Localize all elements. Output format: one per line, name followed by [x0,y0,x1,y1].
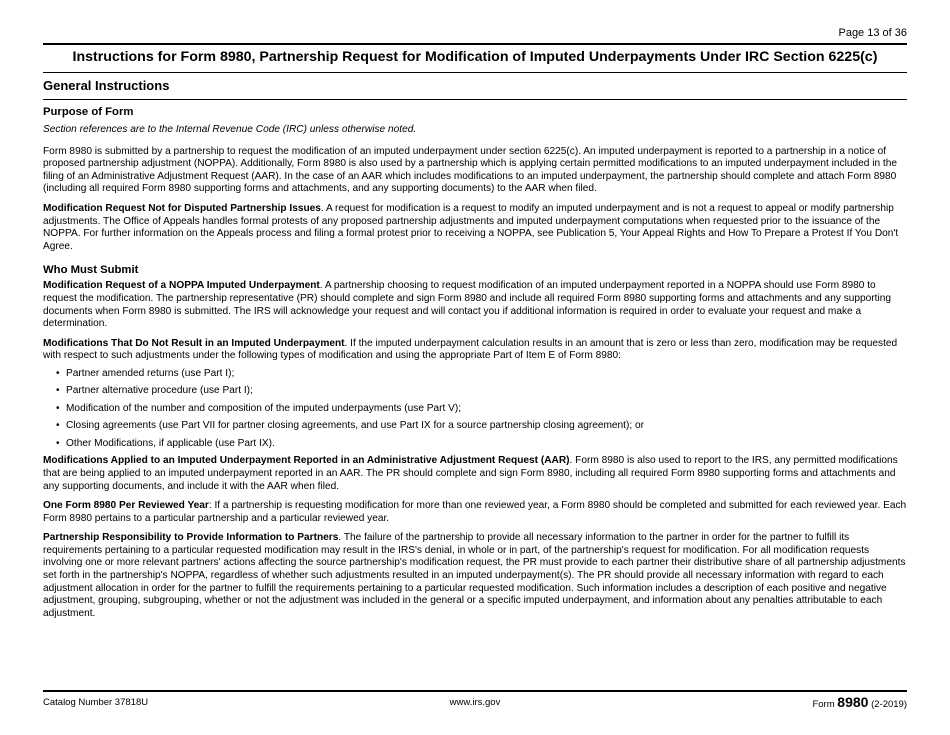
website-link[interactable]: www.irs.gov [449,697,501,708]
list-item: • Partner amended returns (use Part I); [56,368,909,381]
aar-paragraph [43,455,909,493]
form-revision: (2-2019) [871,699,907,710]
purpose-paragraph: Form 8980 is submitted by a partnership to request the modification of an imputed underpayment under section 6225(c). An imputed underpayment is reported to a partnership in a notice of proposed partnership adjustment (NOPPA). Additionally, Form 8980 is also used by a partnership which is applying certain permitted modifications to an imputed underpayment included in the filing of an Administrative Adjustment Request (AAR). In the case of an AAR which includes modifications to an imputed underpayment, the partnership should complete and attach Form 8980 (including all required Form 8980 supporting forms and attachments, and any supporting documents) to the AAR when filed. [43,145,897,195]
page-footer [43,696,907,712]
no-underpayment-paragraph [43,338,909,363]
list-item: • Modification of the number and composition of the imputed underpayments (use Part V); [56,403,909,416]
document-title: Instructions for Form 8980, Partnership Request for Modification of Imputed Underpayments Under IRC Section 6225(c) [72,49,878,65]
noppa-request-paragraph [43,280,909,330]
catalog-number: Catalog Number 37818U [43,697,149,708]
paragraph-lead: Partnership Responsibility to Provide Information to Partners [43,532,339,544]
section-reference-note: Section references are to the Internal Revenue Code (IRC) unless otherwise noted. [43,124,417,135]
who-must-submit-heading: Who Must Submit [43,264,139,277]
paragraph-body: . If the imputed underpayment calculation results in an amount that is zero or less than zero, modification may be requested with respect to such adjustments under the following types of modification and using the appropriate Part of Item E of Form 8980: [43,337,898,362]
paragraph-body: . The failure of the partnership to provide all necessary information to the partner in order for the partner to fulfill its requirements pertaining to a particular requested modification may result in the IRS's denial, in whole or in part, of the partnership's request for modification. For all modification requests involving one or more relevant partners' actions affecting the source partnership's modification request, the PR must provide to each partner their distributive share of all partnership adjustments set forth in the partnership's NOPPA, regardless of whether such adjustments resulted in an imputed underpayment(s). The PR should provide all necessary information with regard to each adjustment allocation in order for the partner to fulfill the requirements pertaining to a particular requested modification. Such information includes a description of each positive and negative adjustment, grouping, subgrouping, whether or not the adjustment was included in the general or a specific imputed underpayment, and information about any penalties attributable to each adjustment. [43,532,906,619]
purpose-heading: Purpose of Form [43,106,134,118]
partner-info-paragraph [43,532,909,620]
disputed-issues-paragraph [43,203,909,253]
form-prefix: Form [812,699,835,710]
paragraph-lead: One Form 8980 Per Reviewed Year [43,500,209,512]
top-divider [43,43,907,45]
paragraph-lead: Modification Request Not for Disputed Partnership Issues [43,202,321,214]
modification-types-list [43,368,909,451]
paragraph-body: . A request for modification is a request to modify an imputed underpayment and is not a request to appeal or modify partnership adjustments. The Office of Appeals handles formal protests of any proposed partnership adjustments and imputed underpayment computations when requested prior to the issuance of the NOPPA. For further information on the Appeals process and filing a formal protest prior to receiving a NOPPA, see Publication 5, Your Appeal Rights and How To Prepare a Protest If You Don't Agree. [43,202,899,252]
form-identifier [812,694,907,710]
list-item: • Partner alternative procedure (use Part I); [56,385,909,398]
document-body [43,105,909,627]
paragraph-body: . A partnership choosing to request modification of an imputed underpayment reported in a NOPPA should use Form 8980 to request the modification. The partnership representative (PR) should complete and sign Form 8980 and include all required Form 8980 supporting forms and attachments and any supporting documents when Form 8980 is submitted. The IRS will acknowledge your request and will contact you if additional information is required in order to evaluate your request and make a determination. [43,280,891,330]
paragraph-lead: Modifications Applied to an Imputed Underpayment Reported in an Administrative Adjustment Request (AAR) [43,455,570,467]
paragraph-lead: Modification Request of a NOPPA Imputed Underpayment [43,280,320,292]
section-divider [43,99,907,100]
list-item: • Other Modifications, if applicable (use Part IX). [56,438,909,451]
paragraph-body: : If a partnership is requesting modification for more than one reviewed year, a Form 8980 should be completed and submitted for each reviewed year. Each Form 8980 pertains to a particular partnership and a particular reviewed year. [43,500,907,524]
page-number: Page 13 of 36 [838,27,907,39]
title-divider [43,72,907,73]
reviewed-year-paragraph [43,500,909,525]
paragraph-lead: Modifications That Do Not Result in an Imputed Underpayment [43,337,345,349]
form-number: 8980 [837,694,869,710]
section-title: General Instructions [43,78,170,93]
paragraph-body: . Form 8980 is also used to report to the IRS, any permitted modifications that are being applied to an imputed underpayment reported in an AAR. The PR should complete and sign Form 8980, including all required Form 8980 supporting forms and attachments and any supporting documents, and include it with the AAR when filed. [43,455,898,492]
footer-divider [43,690,907,692]
list-item: • Closing agreements (use Part VII for partner closing agreements, and use Part IX for a source partnership closing agreement); or [56,420,909,433]
